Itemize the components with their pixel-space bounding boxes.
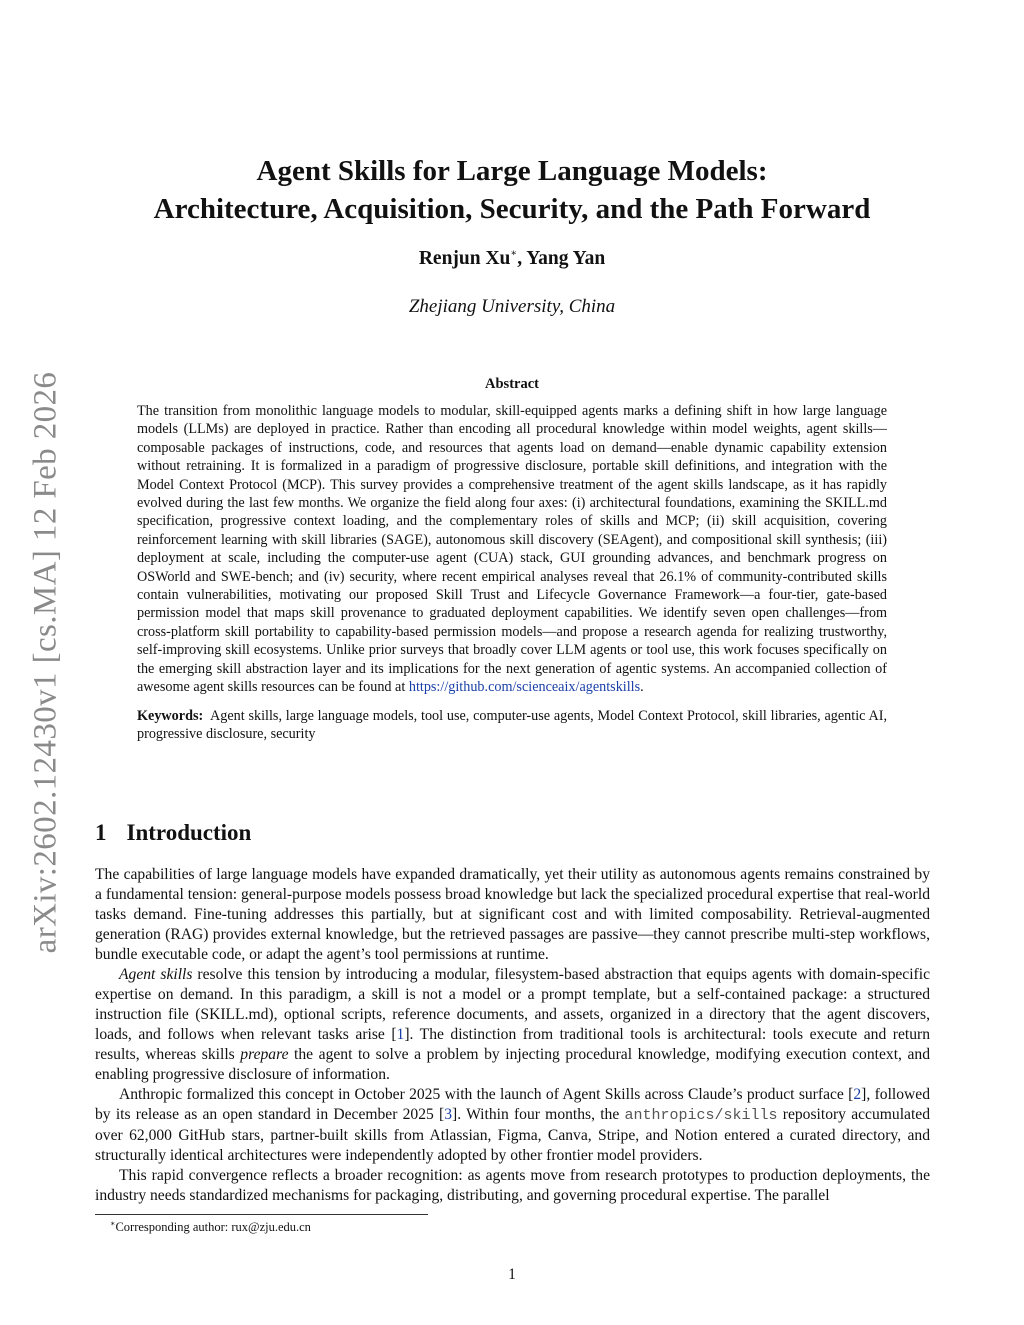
paragraph (95, 1085, 930, 1166)
introduction-body (95, 865, 930, 1206)
citation-link[interactable]: 3 (444, 1106, 453, 1123)
paragraph-text: Anthropic formalized this concept in October 2025 with the launch of Agent Skills across Claude’s product surface [ (119, 1086, 854, 1103)
section-heading (95, 820, 251, 846)
paragraph-text: repository accumulated over 62,000 GitHub stars, partner-built skills from Atlassian, Figma, Canva, Stripe, and Notion entered a curated directory, and structurally identical architectures were independently adopted by other frontier model providers. (95, 1106, 930, 1164)
keywords-text: Agent skills, large language models, tool use, computer-use agents, Model Context Protocol, skill libraries, agentic AI, progressive disclosure, security (137, 708, 887, 743)
section-number: 1 (95, 820, 107, 845)
title-line-1: Agent Skills for Large Language Models: (256, 155, 768, 187)
footnote-divider (95, 1214, 428, 1215)
paper-title (100, 152, 924, 228)
emphasis: Agent skills (119, 966, 193, 983)
paragraph-text: ]. Within four months, the (452, 1106, 625, 1123)
abstract-end-punct: . (640, 679, 644, 696)
author-name: Renjun Xu (418, 248, 511, 269)
paragraph-text: resolve this tension by introducing a modular, filesystem-based abstraction that equips agents with domain-specific expertise on demand. In this paradigm, a skill is not a model or a prompt template, but a self-contained package: a structured instruction file (SKILL.md), optional scripts, reference documents, and assets, organized in a directory that the agent discovers, loads, and follows when relevant tasks arise [ (95, 966, 930, 1043)
keywords (137, 707, 887, 744)
page-number: 1 (508, 1266, 516, 1283)
abstract-heading: Abstract (485, 376, 539, 392)
abstract-body (137, 402, 887, 697)
emphasis: prepare (240, 1046, 289, 1063)
paragraph: The capabilities of large language models have expanded dramatically, yet their utility as autonomous agents remains constrained by a fundamental tension: general-purpose models possess broad knowledge but lack the specialized procedural expertise that real-world tasks demand. Fine-tuning addresses this partially, but at significant cost and with limited composability. Retrieval-augmented generation (RAG) provides external knowledge, but the retrieved passages are passive—they cannot prescribe multi-step workflows, bundle executable code, or adapt the agent’s tool permissions at runtime. (95, 866, 930, 963)
paragraph-text: ], followed by its release as an open standard in December 2025 [ (95, 1086, 931, 1123)
keywords-label: Keywords: (137, 708, 204, 724)
title-line-2: Architecture, Acquisition, Security, and the Path Forward (153, 193, 871, 225)
paragraph (95, 965, 930, 1085)
citation-link[interactable]: 2 (853, 1086, 862, 1103)
paragraph-text: the agent to solve a problem by injecting procedural knowledge, modifying execution context, and enabling progressive disclosure of information. (95, 1046, 930, 1083)
affiliation: Zhejiang University, China (408, 296, 616, 317)
footnote-mark: ∗ (110, 1219, 116, 1228)
paragraph: This rapid convergence reflects a broader recognition: as agents move from research prototypes to production deployments, the industry needs standardized mechanisms for packaging, distributing, and governing procedural expertise. The parallel (95, 1167, 930, 1204)
author-list: Renjun Xu∗, Yang Yan (418, 248, 606, 269)
footnote (110, 1219, 311, 1235)
paragraph-text: ]. The distinction from traditional tools is architectural: tools execute and return results, whereas skills (95, 1026, 930, 1063)
arxiv-id-label: arXiv:2602.12430v1 [cs.MA] 12 Feb 2026 (27, 371, 64, 954)
arxiv-sidebar-stamp (22, 365, 70, 960)
footnote-text: Corresponding author: rux@zju.edu.cn (115, 1220, 311, 1234)
abstract-text: The transition from monolithic language models to modular, skill-equipped agents marks a defining shift in how large language models (LLMs) are deployed in practice. Rather than encoding all procedural knowledge within model weights, agent skills—composable packages of instructions, code, and resources that agents load on demand—enable dynamic capability extension without retraining. It is formalized in a paradigm of progressive disclosure, portable skill definitions, and integration with the Model Context Protocol (MCP). This survey provides a comprehensive treatment of the agent skills landscape, as it has rapidly evolved during the last few months. We organize the field along four axes: (i) architectural foundations, examining the SKILL.md specification, progressive context loading, and the complementary roles of skills and MCP; (ii) skill acquisition, covering reinforcement learning with skill libraries (SAGE), autonomous skill discovery (SEAgent), and compositional skill synthesis; (iii) deployment at scale, including the computer-use agent (CUA) stack, GUI grounding advances, and benchmark progress on OSWorld and SWE-bench; and (iv) security, where recent empirical analyses reveal that 26.1% of community-contributed skills contain vulnerabilities, motivating our proposed Skill Trust and Lifecycle Governance Framework—a four-tier, gate-based permission model that maps skill provenance to graduated deployment capabilities. We identify seven open challenges—from cross-platform skill portability to capability-based permission models—and propose a research agenda for realizing trustworthy, self-improving skill ecosystems. Unlike prior surveys that broadly cover LLM agents or tool use, this work focuses specifically on the emerging skill abstraction layer and its implications for the next generation of agentic systems. An accompanied collection of awesome agent skills resources can be found at (137, 403, 887, 696)
author-name: Yang Yan (526, 248, 606, 269)
citation-link[interactable]: 1 (396, 1026, 405, 1043)
section-title: Introduction (126, 820, 252, 845)
github-link[interactable]: https://github.com/scienceaix/agentskills (408, 679, 641, 696)
corresponding-author-mark: ∗ (510, 248, 518, 259)
repo-name-code: anthropics/skills (624, 1107, 778, 1124)
